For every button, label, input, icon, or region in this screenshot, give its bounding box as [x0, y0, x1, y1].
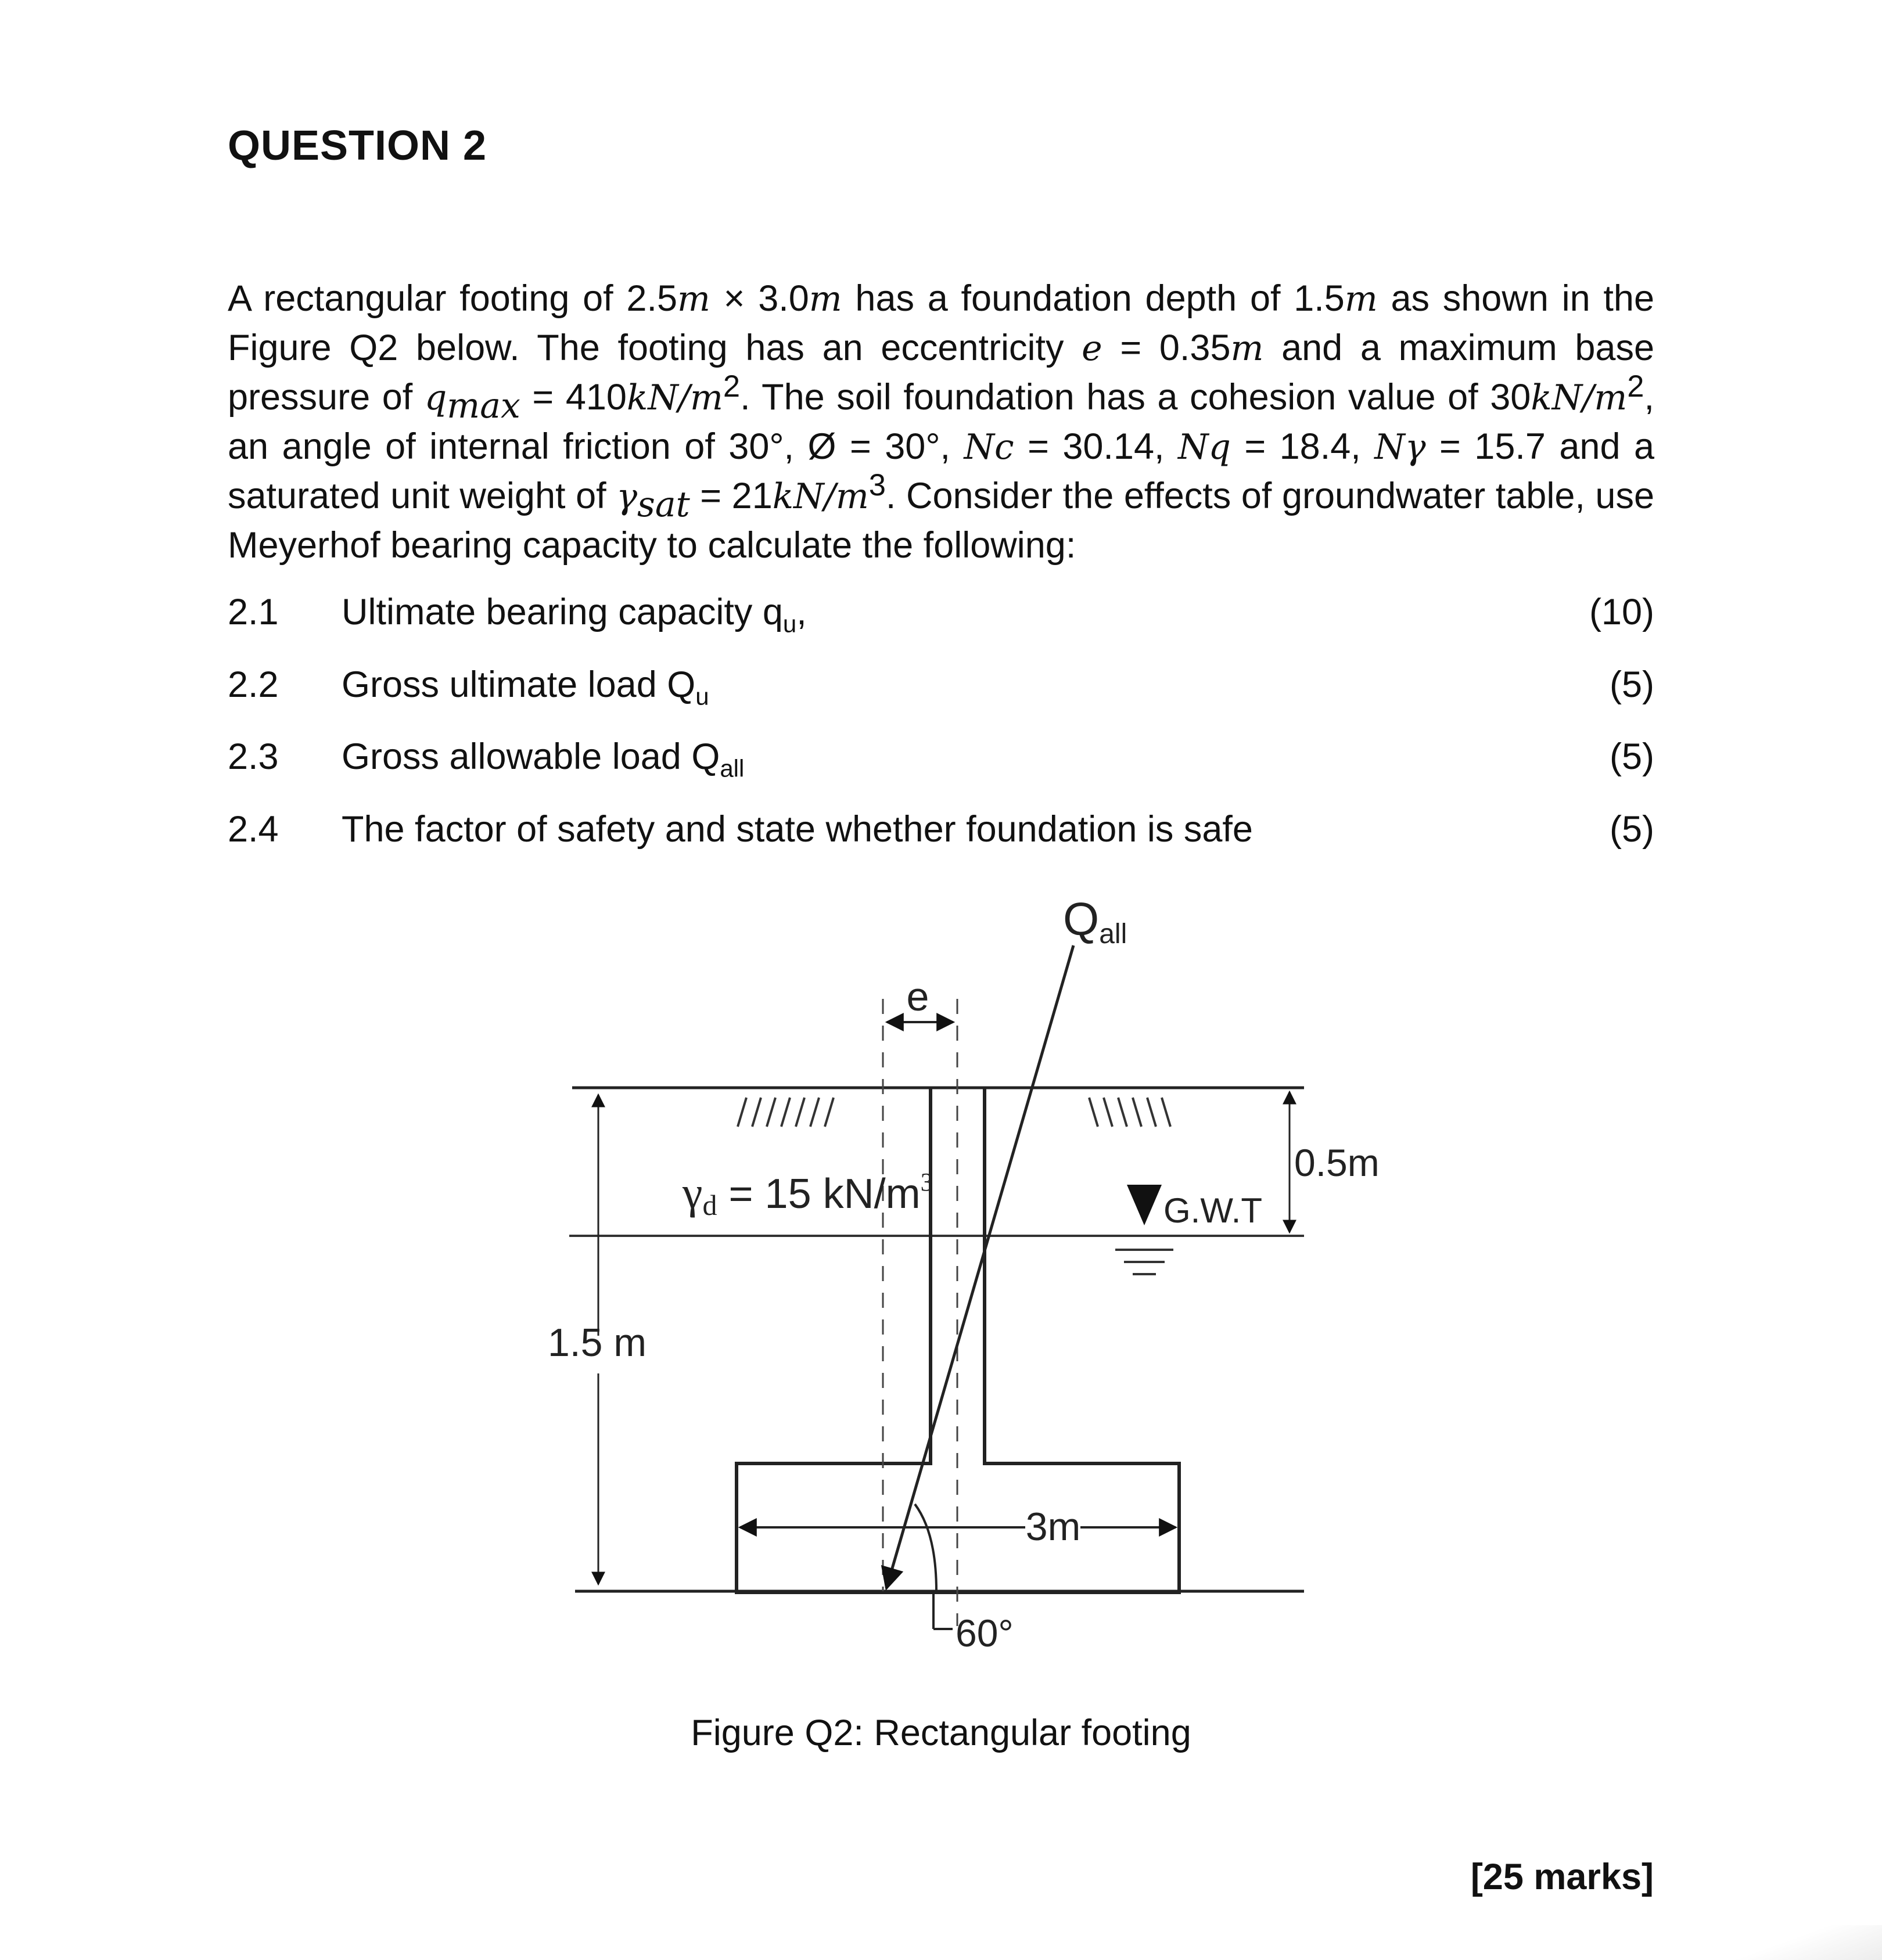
total-marks: [25 marks] — [1470, 1857, 1654, 1897]
sub-question-number: 2.2 — [228, 664, 279, 705]
sub-question-marks: (10) — [1589, 592, 1654, 632]
allowable-load-label: Qall — [1063, 893, 1127, 950]
eccentricity-label: e — [906, 974, 929, 1019]
sub-question-marks: (5) — [1610, 664, 1654, 705]
sub-question-number: 2.1 — [228, 592, 279, 632]
depth-label: 1.5 m — [547, 1321, 647, 1365]
sub-question-marks: (5) — [1610, 736, 1654, 777]
width-label: 3m — [1025, 1505, 1081, 1549]
sub-question-label: Ultimate bearing capacity $q_u$, — [342, 592, 807, 638]
gwt-depth-label: 0.5m — [1294, 1141, 1380, 1184]
sub-question-number: 2.4 — [228, 809, 279, 850]
sub-question-label: Gross ultimate load $Q_u$ — [342, 664, 709, 710]
sub-question-label: Gross allowable load $Q_{all}$ — [342, 736, 745, 782]
sub-question-label: The factor of safety and state whether foundation is safe — [342, 809, 1253, 850]
question-title: QUESTION 2 — [228, 123, 487, 169]
question-intro: A rectangular footing of 2.5m × 3.0m has a foundation depth of 1.5m as shown in the Figure Q2 below. The footing has an eccentricity e = 0.35m and a maximum base pressure of $q_{max} = 410kN/m^2$. The soil foundation has a cohesion value of $30kN/m^2$, an angle of internal friction of 30°, Ø = 30°, Nc = 30.14, Nq = 18.4, Nγ = 15.7 and a saturated unit weight of $\gamma_{sat} = 21kN/m^3$. Consider the effects of groundwater table, use Meyerhof bearing capacity to calculate the following: — [228, 278, 1655, 566]
gwt-label: G.W.T — [1163, 1191, 1262, 1230]
sub-question-number: 2.3 — [228, 736, 279, 777]
page-corner-shade — [1731, 1925, 1882, 1960]
inclined-load-arrow — [886, 945, 1073, 1588]
sub-question-marks: (5) — [1610, 809, 1654, 850]
ground-hatch-left — [738, 1098, 834, 1127]
ground-hatch-right — [1089, 1098, 1170, 1127]
unit-weight-label: γd = 15 $kN/m^3$ — [683, 1167, 933, 1221]
angle-label: 60° — [956, 1612, 1014, 1655]
water-table-icon — [1127, 1185, 1162, 1225]
figure-caption: Figure Q2: Rectangular footing — [691, 1713, 1191, 1753]
angle-arc — [915, 1504, 936, 1591]
